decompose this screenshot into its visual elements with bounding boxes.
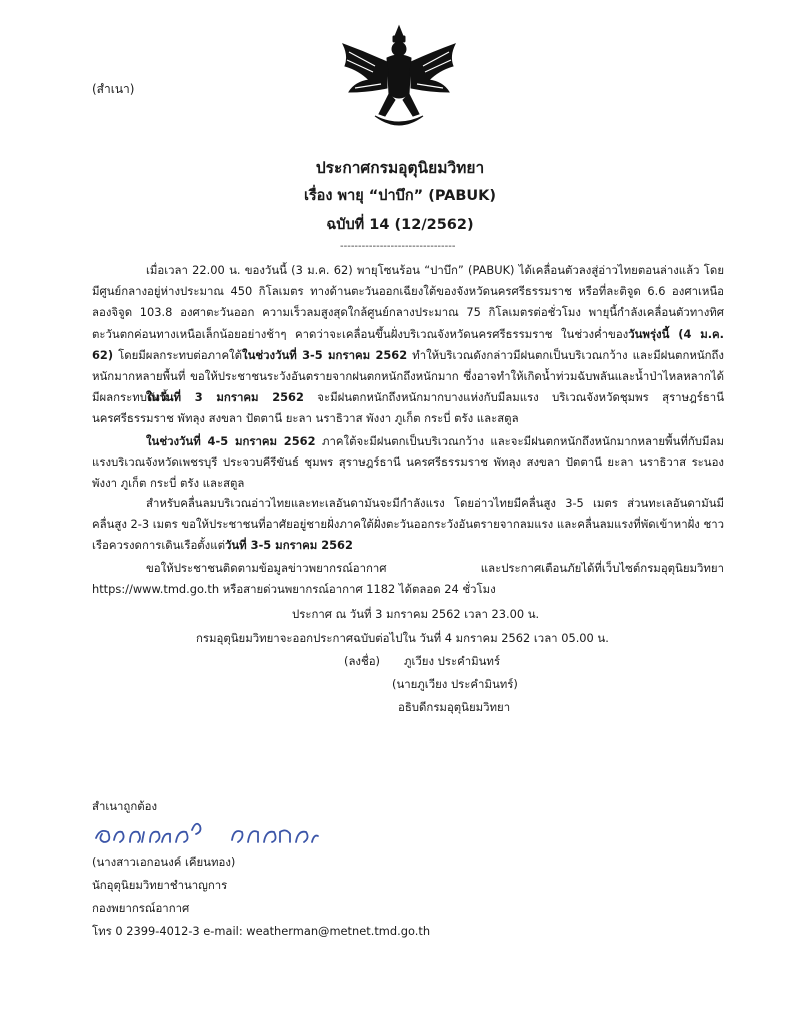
copy-label: (สำเนา) bbox=[92, 82, 135, 96]
announcement-title: ประกาศกรมอุตุนิยมวิทยา bbox=[315, 159, 485, 177]
announcement-date: ประกาศ ณ วันที่ 3 มกราคม 2562 เวลา 23.00 น. bbox=[292, 607, 540, 621]
paragraph-follow-updates: ขอให้ประชาชนติดตามข้อมูลข่าวพยากรณ์อากาศ และประกาศเตือนภัยได้ที่เว็บไซต์กรมอุตุนิยมวิทยา https://www.tmd.go.th หรือสายด่วนพยากรณ์อากาศ 1182 ได้ตลอด 24 ชั่วโมง bbox=[92, 561, 724, 597]
p4-bold-date: วันที่ 3-5 มกราคม 2562 bbox=[224, 538, 353, 553]
title-divider: -------------------------------- bbox=[340, 241, 456, 252]
p2-text: จะมีฝนตกหนักถึงหนักมากบางแห่งกับมีลมแรง บริเวณจังหวัดชุมพร สุราษฎร์ธานี นครศรีธรรมราช พัทลุง สงขลา ปัตตานี ยะลา นราธิวาส พังงา ภูเก็ต กระบี่ ตรัง และสตูล bbox=[92, 390, 724, 426]
certified-copy-label: สำเนาถูกต้อง bbox=[92, 799, 158, 813]
signed-label: (ลงชื่อ) bbox=[344, 654, 381, 668]
p2-bold-date: ในวันที่ 3 มกราคม 2562 bbox=[146, 390, 304, 404]
garuda-emblem-icon bbox=[335, 22, 463, 134]
announcement-subject: เรื่อง พายุ “ปาบึก” (PABUK) bbox=[303, 188, 497, 204]
contact-info: โทร 0 2399-4012-3 e-mail: weatherman@metnet.tmd.go.th bbox=[92, 924, 431, 938]
paragraph-sea-waves bbox=[92, 493, 724, 557]
announcement-issue-number: ฉบับที่ 14 (12/2562) bbox=[326, 217, 474, 233]
p4-text: สำหรับคลื่นลมบริเวณอ่าวไทยและทะเลอันดามันจะมีกำลังแรง โดยอ่าวไทยมีคลื่นสูง 3-5 เมตร ส่วนทะเลอันดามันมีคลื่นสูง 2-3 เมตร ขอให้ประชาชนที่อาศัยอยู่ชายฝั่งภาคใต้ฝั่งตะวันออกระวังอันตรายจากลมแรง และคลื่นลมแรงที่พัดเข้าหาฝั่ง ชาวเรือควรงดการเดินเรือตั้งแต่ bbox=[92, 496, 724, 553]
p3-bold-date: ในช่วงวันที่ 4-5 มกราคม 2562 bbox=[146, 434, 316, 448]
paragraph-jan-3-impact bbox=[92, 387, 724, 429]
paragraph-jan-4-5-impact bbox=[92, 431, 724, 495]
certifier-name: (นางสาวเอกอนงค์ เคียนทอง) bbox=[92, 855, 236, 869]
p1-text-c: โดยมีผลกระทบต่อภาคใต้ bbox=[113, 347, 243, 362]
signer-name: ภูเวียง ประคำมินทร์ bbox=[404, 654, 501, 668]
p1-text-a: เมื่อเวลา 22.00 น. ของวันนี้ (3 ม.ค. 62) พายุโซนร้อน “ปาบึก” (PABUK) ได้เคลื่อนตัวลงสู่อ่าวไทยตอนล่างแล้ว โดยมีศูนย์กลางอยู่ห่างประมาณ 450 กิโลเมตร ทางด้านตะวันออกเฉียงใต้ของจังหวัดนครศรีธรรมราช หรือที่ละติจูด 6.6 องศาเหนือ ลองจิจูด 103.8 องศาตะวันออก ความเร็วลมสูงสุดใกล้ศูนย์กลางประมาณ 75 กิโลเมตรต่อชั่วโมง พายุนี้กำลังเคลื่อนตัวทางทิศตะวันตกค่อนทางเหนือเล็กน้อยอย่างช้าๆ คาดว่าจะเคลื่อนขึ้นฝั่งบริเวณจังหวัดนครศรีธรรมราช ในช่วงค่ำของ bbox=[92, 263, 724, 341]
p3-text: ภาคใต้จะมีฝนตกเป็นบริเวณกว้าง และจะมีฝนตกหนักถึงหนักมากหลายพื้นที่กับมีลมแรงบริเวณจังหวัดเพชรบุรี ประจวบคีรีขันธ์ ชุมพร สุราษฎร์ธานี นครศรีธรรมราช พัทลุง สงขลา ปัตตานี ยะลา นราธิวาส ระนอง พังงา ภูเก็ต กระบี่ ตรัง และสตูล bbox=[92, 434, 724, 491]
p1-bold-tomorrow: วันพรุ่งนี้ (4 ม.ค. 62) bbox=[92, 326, 724, 362]
certifier-title: นักอุตุนิยมวิทยาชำนาญการ bbox=[92, 878, 228, 892]
certifier-organization: กองพยากรณ์อากาศ bbox=[92, 901, 190, 915]
handwritten-signature bbox=[92, 808, 322, 850]
signer-full-name: (นายภูเวียง ประคำมินทร์) bbox=[392, 677, 518, 691]
next-announcement: กรมอุตุนิยมวิทยาจะออกประกาศฉบับต่อไปใน วันที่ 4 มกราคม 2562 เวลา 05.00 น. bbox=[196, 631, 609, 645]
p1-text-e: ทำให้บริเวณดังกล่าวมีฝนตกเป็นบริเวณกว้าง และมีฝนตกหนักถึงหนักมากหลายพื้นที่ ขอให้ประชาชนระวังอันตรายจากฝนตกหนักถึงหนักมาก ซึ่งอาจทำให้เกิดน้ำท่วมฉับพลันและน้ำป่าไหลหลากได้ มีผลกระทบดังนี้ bbox=[92, 347, 724, 405]
p1-bold-period: ในช่วงวันที่ 3-5 มกราคม 2562 bbox=[242, 347, 408, 362]
signer-position: อธิบดีกรมอุตุนิยมวิทยา bbox=[398, 700, 511, 714]
